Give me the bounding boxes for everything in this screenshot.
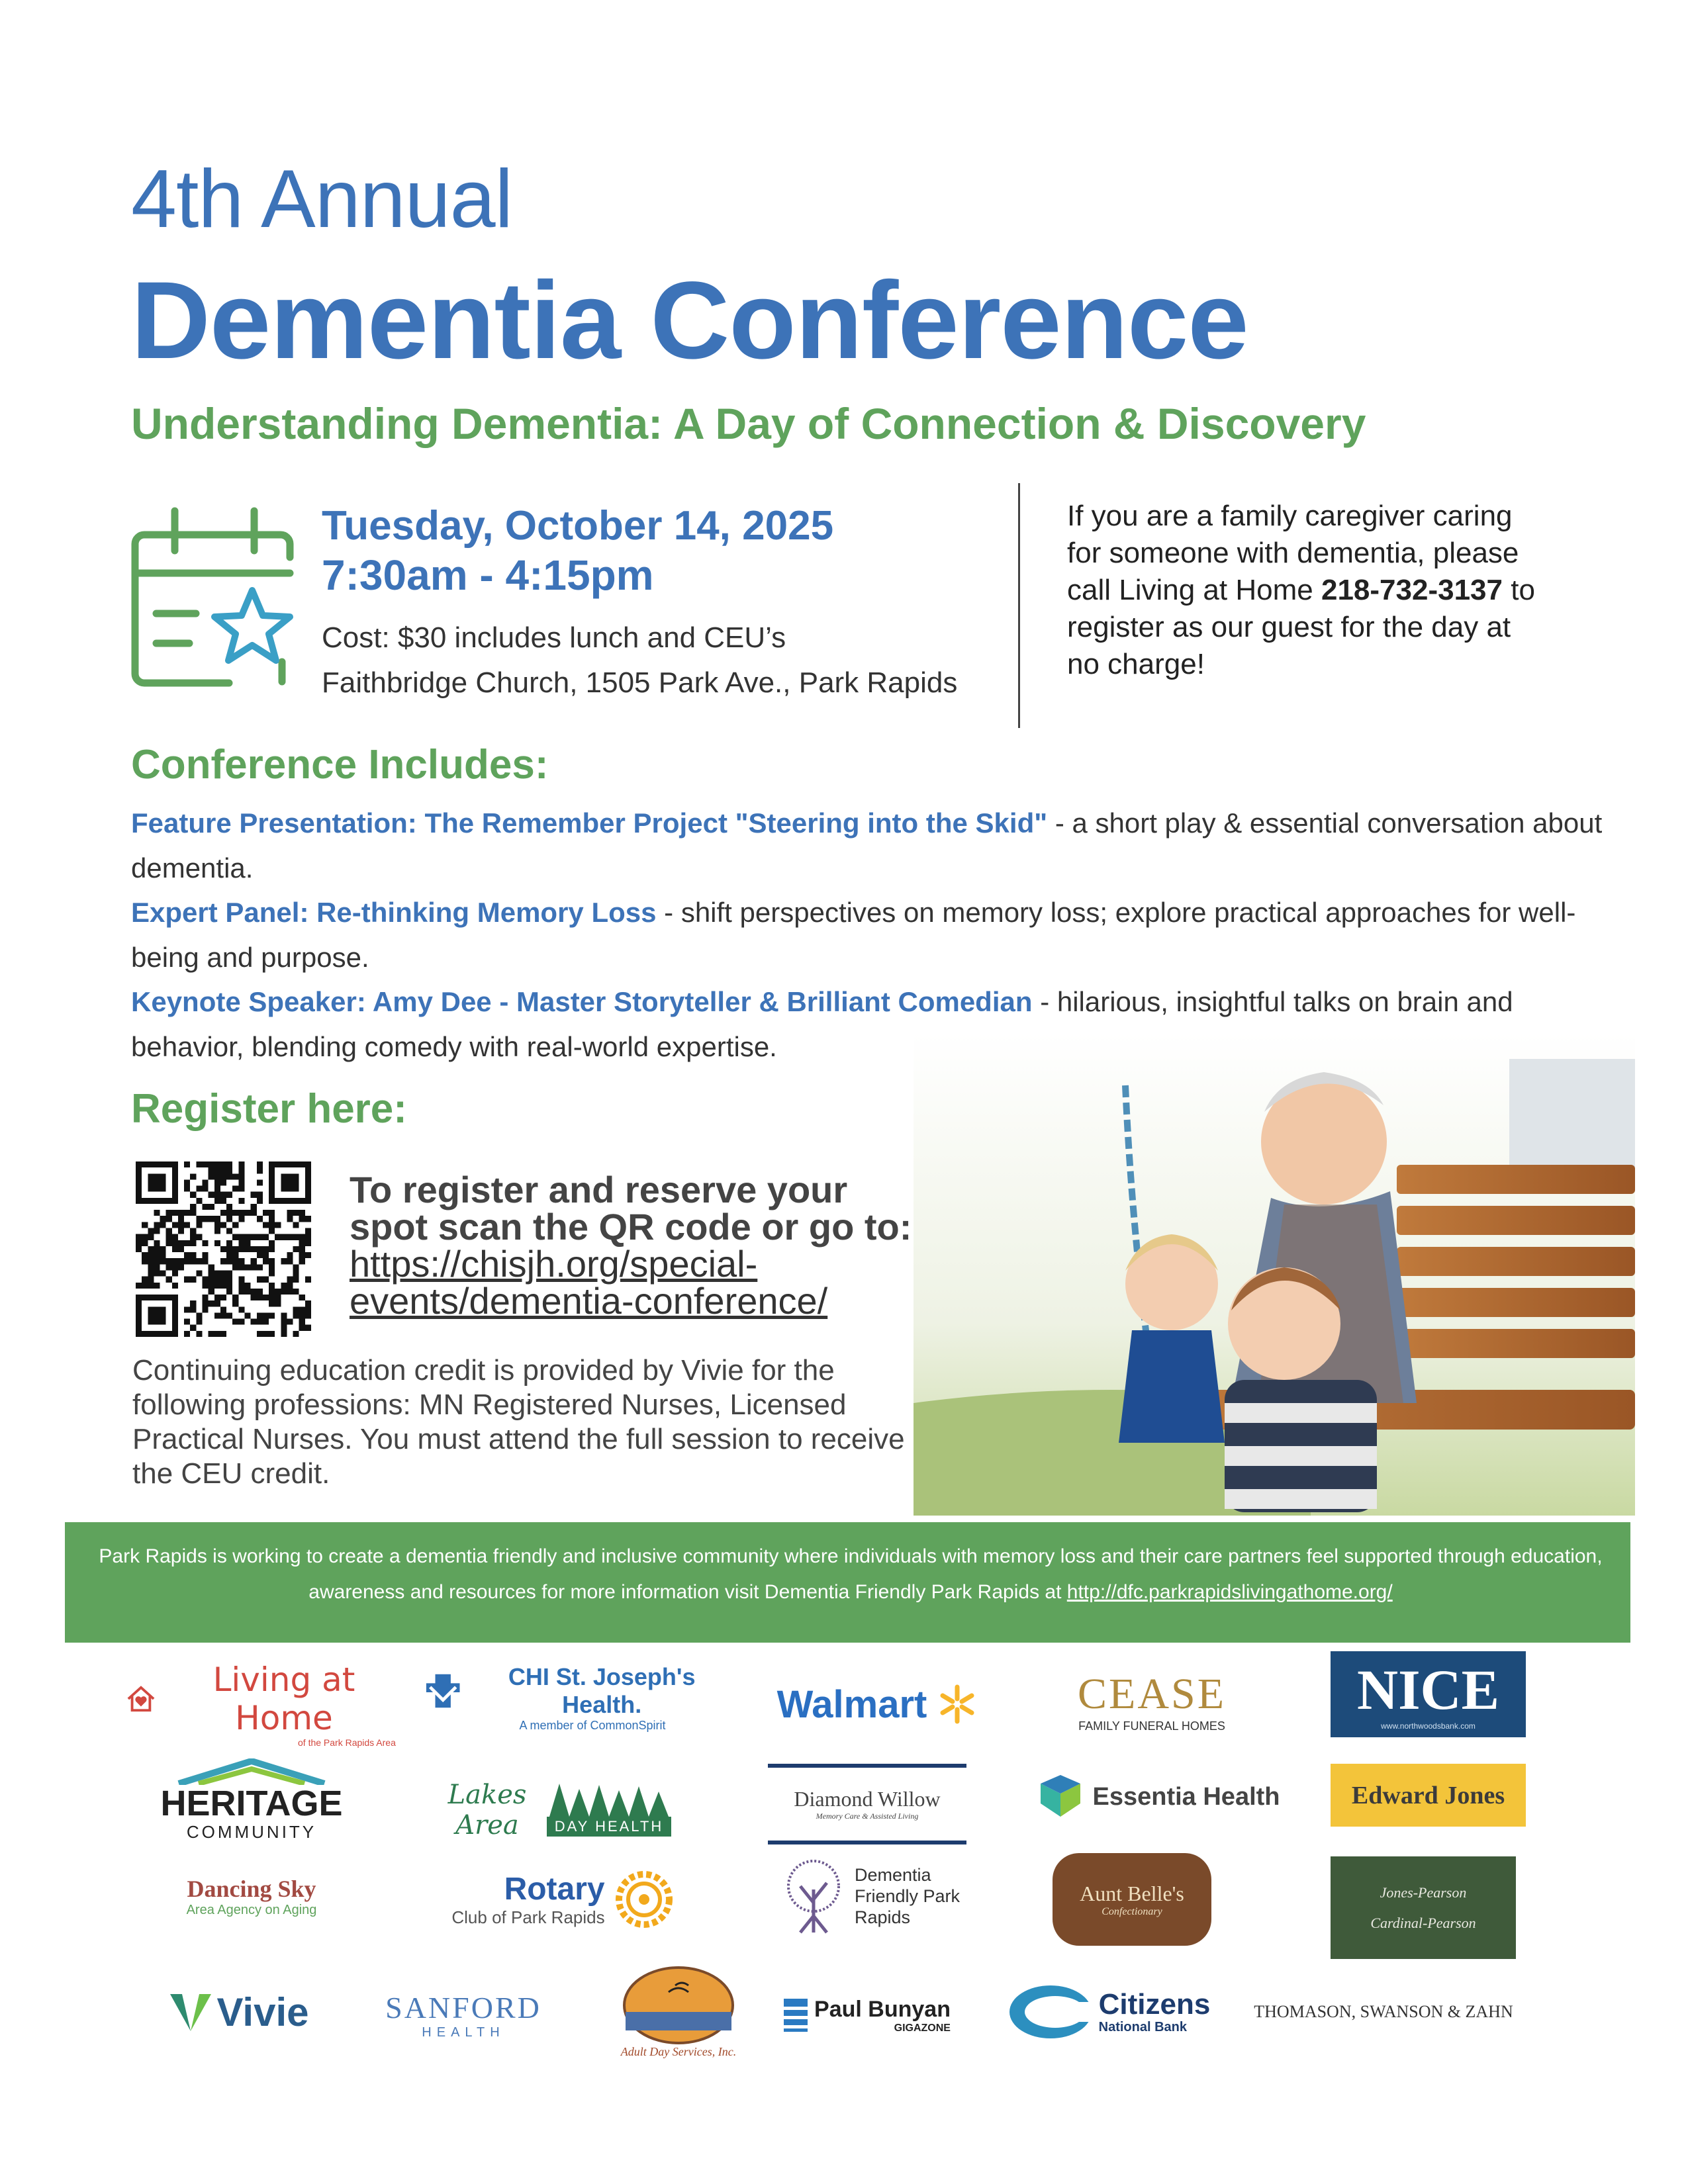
event-date: Tuesday, October 14, 2025 <box>322 503 834 549</box>
ceu-note: Continuing education credit is provided by Vivie for the following professions: MN Registered Nurses, Licensed Practical Nurses. You must attend the full session to receive the CEU credit. <box>132 1354 905 1490</box>
includes-item <box>131 890 1614 980</box>
sponsor-sub: Cardinal-Pearson <box>1370 1914 1476 1931</box>
sponsor-logo-citizens <box>993 1976 1225 2048</box>
register-instructions <box>350 1171 919 1320</box>
sponsor-logo-diamond-willow <box>768 1764 966 1844</box>
sponsor-logo-heritage <box>146 1757 357 1843</box>
banner-message: Park Rapids is working to create a dementia friendly and inclusive community where individuals with memory loss and their care partners feel supported through education, awareness and resources for more information visit Dementia Friendly Park Rapids at <box>99 1545 1603 1603</box>
sponsor-sub: FAMILY FUNERAL HOMES <box>1078 1719 1225 1733</box>
sponsor-name: NICE <box>1356 1658 1500 1721</box>
sponsor-sub: www.northwoodsbank.com <box>1381 1721 1476 1731</box>
sponsor-sub: Memory Care & Assisted Living <box>816 1811 919 1821</box>
vivie-v-icon <box>167 1989 214 2035</box>
sponsor-logo-essentia <box>1026 1764 1291 1830</box>
includes-item <box>131 801 1614 891</box>
sponsor-sub: DAY HEALTH <box>547 1817 671 1837</box>
sponsor-name: Living at Home <box>212 1661 355 1737</box>
conference-subtitle: Understanding Dementia: A Day of Connection & Discovery <box>131 399 1366 448</box>
citizens-swoosh-icon <box>1008 1982 1094 2042</box>
event-time: 7:30am - 4:15pm <box>322 551 654 599</box>
caregiver-note <box>1067 498 1544 683</box>
sponsor-sub: Area Agency on Aging <box>186 1902 317 1917</box>
includes-item-text: - a short play & essential conversation about dementia. <box>131 807 1603 884</box>
sponsor-logo-aunt-belles <box>1053 1853 1211 1946</box>
includes-item-text: - shift perspectives on memory loss; explore practical approaches for well-being and purpose. <box>131 897 1576 973</box>
sponsor-logo-walmart <box>761 1668 993 1741</box>
calendar-star-icon <box>130 504 295 696</box>
includes-heading: Conference Includes: <box>131 742 549 788</box>
sponsor-name: CHI St. Joseph's Health. <box>508 1662 696 1718</box>
sponsor-name: Vivie <box>216 1989 309 2034</box>
sponsor-name: Lakes Area <box>447 1780 527 1841</box>
sponsor-name: Rotary <box>504 1872 605 1907</box>
house-heart-icon <box>126 1683 156 1715</box>
caregiver-text-after: to register as our guest for the day at no charge! <box>1067 574 1535 680</box>
register-instruction-text: To register and reserve your spot scan the QR code or go to: <box>350 1169 912 1248</box>
sponsor-logo-dementia-friendly <box>768 1846 980 1946</box>
sponsor-sub: COMMUNITY <box>186 1821 317 1842</box>
register-link[interactable]: https://chisjh.org/special-events/dementia-conference/ <box>350 1243 828 1322</box>
pine-trees-icon <box>543 1784 675 1817</box>
sponsor-sub: Club of Park Rapids <box>451 1907 605 1927</box>
includes-item-text: - hilarious, insightful talks on brain and behavior, blending comedy with real-world expertise. <box>131 986 1513 1062</box>
sponsor-sub: National Bank <box>1098 2019 1187 2034</box>
sponsor-name: Paul Bunyan <box>814 1996 951 2022</box>
essentia-leaf-icon <box>1037 1774 1084 1820</box>
register-heading: Register here: <box>131 1086 407 1132</box>
qr-code[interactable] <box>136 1161 311 1337</box>
grandparent-photo <box>914 1032 1635 1516</box>
sponsor-logo-chi <box>424 1655 735 1741</box>
conference-kicker: 4th Annual <box>131 154 513 245</box>
sponsor-name: Diamond Willow <box>794 1787 941 1811</box>
sponsor-logo-nice <box>1331 1651 1526 1737</box>
sponsor-sub: Confectionary <box>1102 1905 1162 1917</box>
vertical-divider <box>1018 483 1020 728</box>
tree-icon <box>780 1856 847 1936</box>
sunset-lake-icon <box>622 1966 735 2045</box>
sponsor-name: SANFORD <box>385 1991 541 2025</box>
banner-text <box>93 1539 1609 1610</box>
spark-icon <box>937 1684 977 1724</box>
caregiver-text-before: If you are a family caregiver caring for someone with dementia, please call Living at Home <box>1067 500 1519 606</box>
sponsor-logo-edward-jones <box>1331 1764 1526 1827</box>
sponsor-logo-living-at-home <box>126 1661 404 1748</box>
sponsor-name: Adult Day Services, Inc. <box>620 2044 737 2058</box>
sponsor-name: Jones-Pearson <box>1380 1884 1467 1901</box>
paul-bunyan-icon <box>784 1999 808 2032</box>
sponsor-logo-adult-day <box>596 1956 761 2068</box>
conference-title: Dementia Conference <box>131 259 1248 382</box>
includes-item-lead: Expert Panel: Re-thinking Memory Loss <box>131 897 657 928</box>
sponsor-name: Dancing Sky <box>187 1875 316 1902</box>
roof-icon <box>172 1758 331 1785</box>
sponsor-logo-lakes-area <box>437 1774 675 1846</box>
sponsor-name: Edward Jones <box>1351 1781 1505 1809</box>
banner-link[interactable]: http://dfc.parkrapidslivingathome.org/ <box>1066 1581 1393 1603</box>
event-datetime <box>322 502 833 600</box>
sponsor-sub: A member of CommonSpirit <box>519 1718 666 1732</box>
sponsor-name: HERITAGE <box>160 1783 343 1823</box>
includes-item-lead: Feature Presentation: The Remember Project "Steering into the Skid" <box>131 807 1048 839</box>
sponsor-name: Essentia Health <box>1092 1782 1280 1811</box>
sponsor-name: Aunt Belle's <box>1080 1881 1184 1905</box>
sponsor-logo-paul-bunyan <box>774 1979 960 2052</box>
sponsor-name: CEASE <box>1077 1669 1227 1718</box>
cross-icon <box>424 1671 462 1711</box>
sponsor-logo-sanford <box>371 1982 556 2048</box>
sponsor-logo-tsz <box>1244 1979 1523 2045</box>
sponsor-logo-rotary <box>437 1863 688 1936</box>
rotary-wheel-icon <box>614 1870 674 1929</box>
sponsor-logo-dancing-sky <box>146 1853 357 1939</box>
event-cost: Cost: $30 includes lunch and CEU’s <box>322 621 786 654</box>
sponsor-sub: GIGAZONE <box>894 2022 951 2034</box>
sponsor-sub: of the Park Rapids Area <box>298 1737 396 1748</box>
sponsor-name: Dementia Friendly Park Rapids <box>855 1865 961 1927</box>
event-location: Faithbridge Church, 1505 Park Ave., Park Rapids <box>322 666 958 699</box>
caregiver-phone: 218-732-3137 <box>1321 574 1503 606</box>
sponsor-logo-cease <box>1046 1655 1258 1747</box>
includes-item-lead: Keynote Speaker: Amy Dee - Master Storyteller & Brilliant Comedian <box>131 986 1033 1017</box>
sponsor-name: Walmart <box>776 1682 927 1726</box>
event-logistics <box>322 615 957 705</box>
sponsor-name: Citizens <box>1098 1987 1211 2021</box>
sponsor-sub: HEALTH <box>422 2025 505 2040</box>
sponsor-logo-vivie <box>152 1976 324 2048</box>
sponsor-logo-jones-pearson <box>1331 1856 1516 1959</box>
sponsor-name: THOMASON, SWANSON & ZAHN <box>1254 2002 1513 2021</box>
